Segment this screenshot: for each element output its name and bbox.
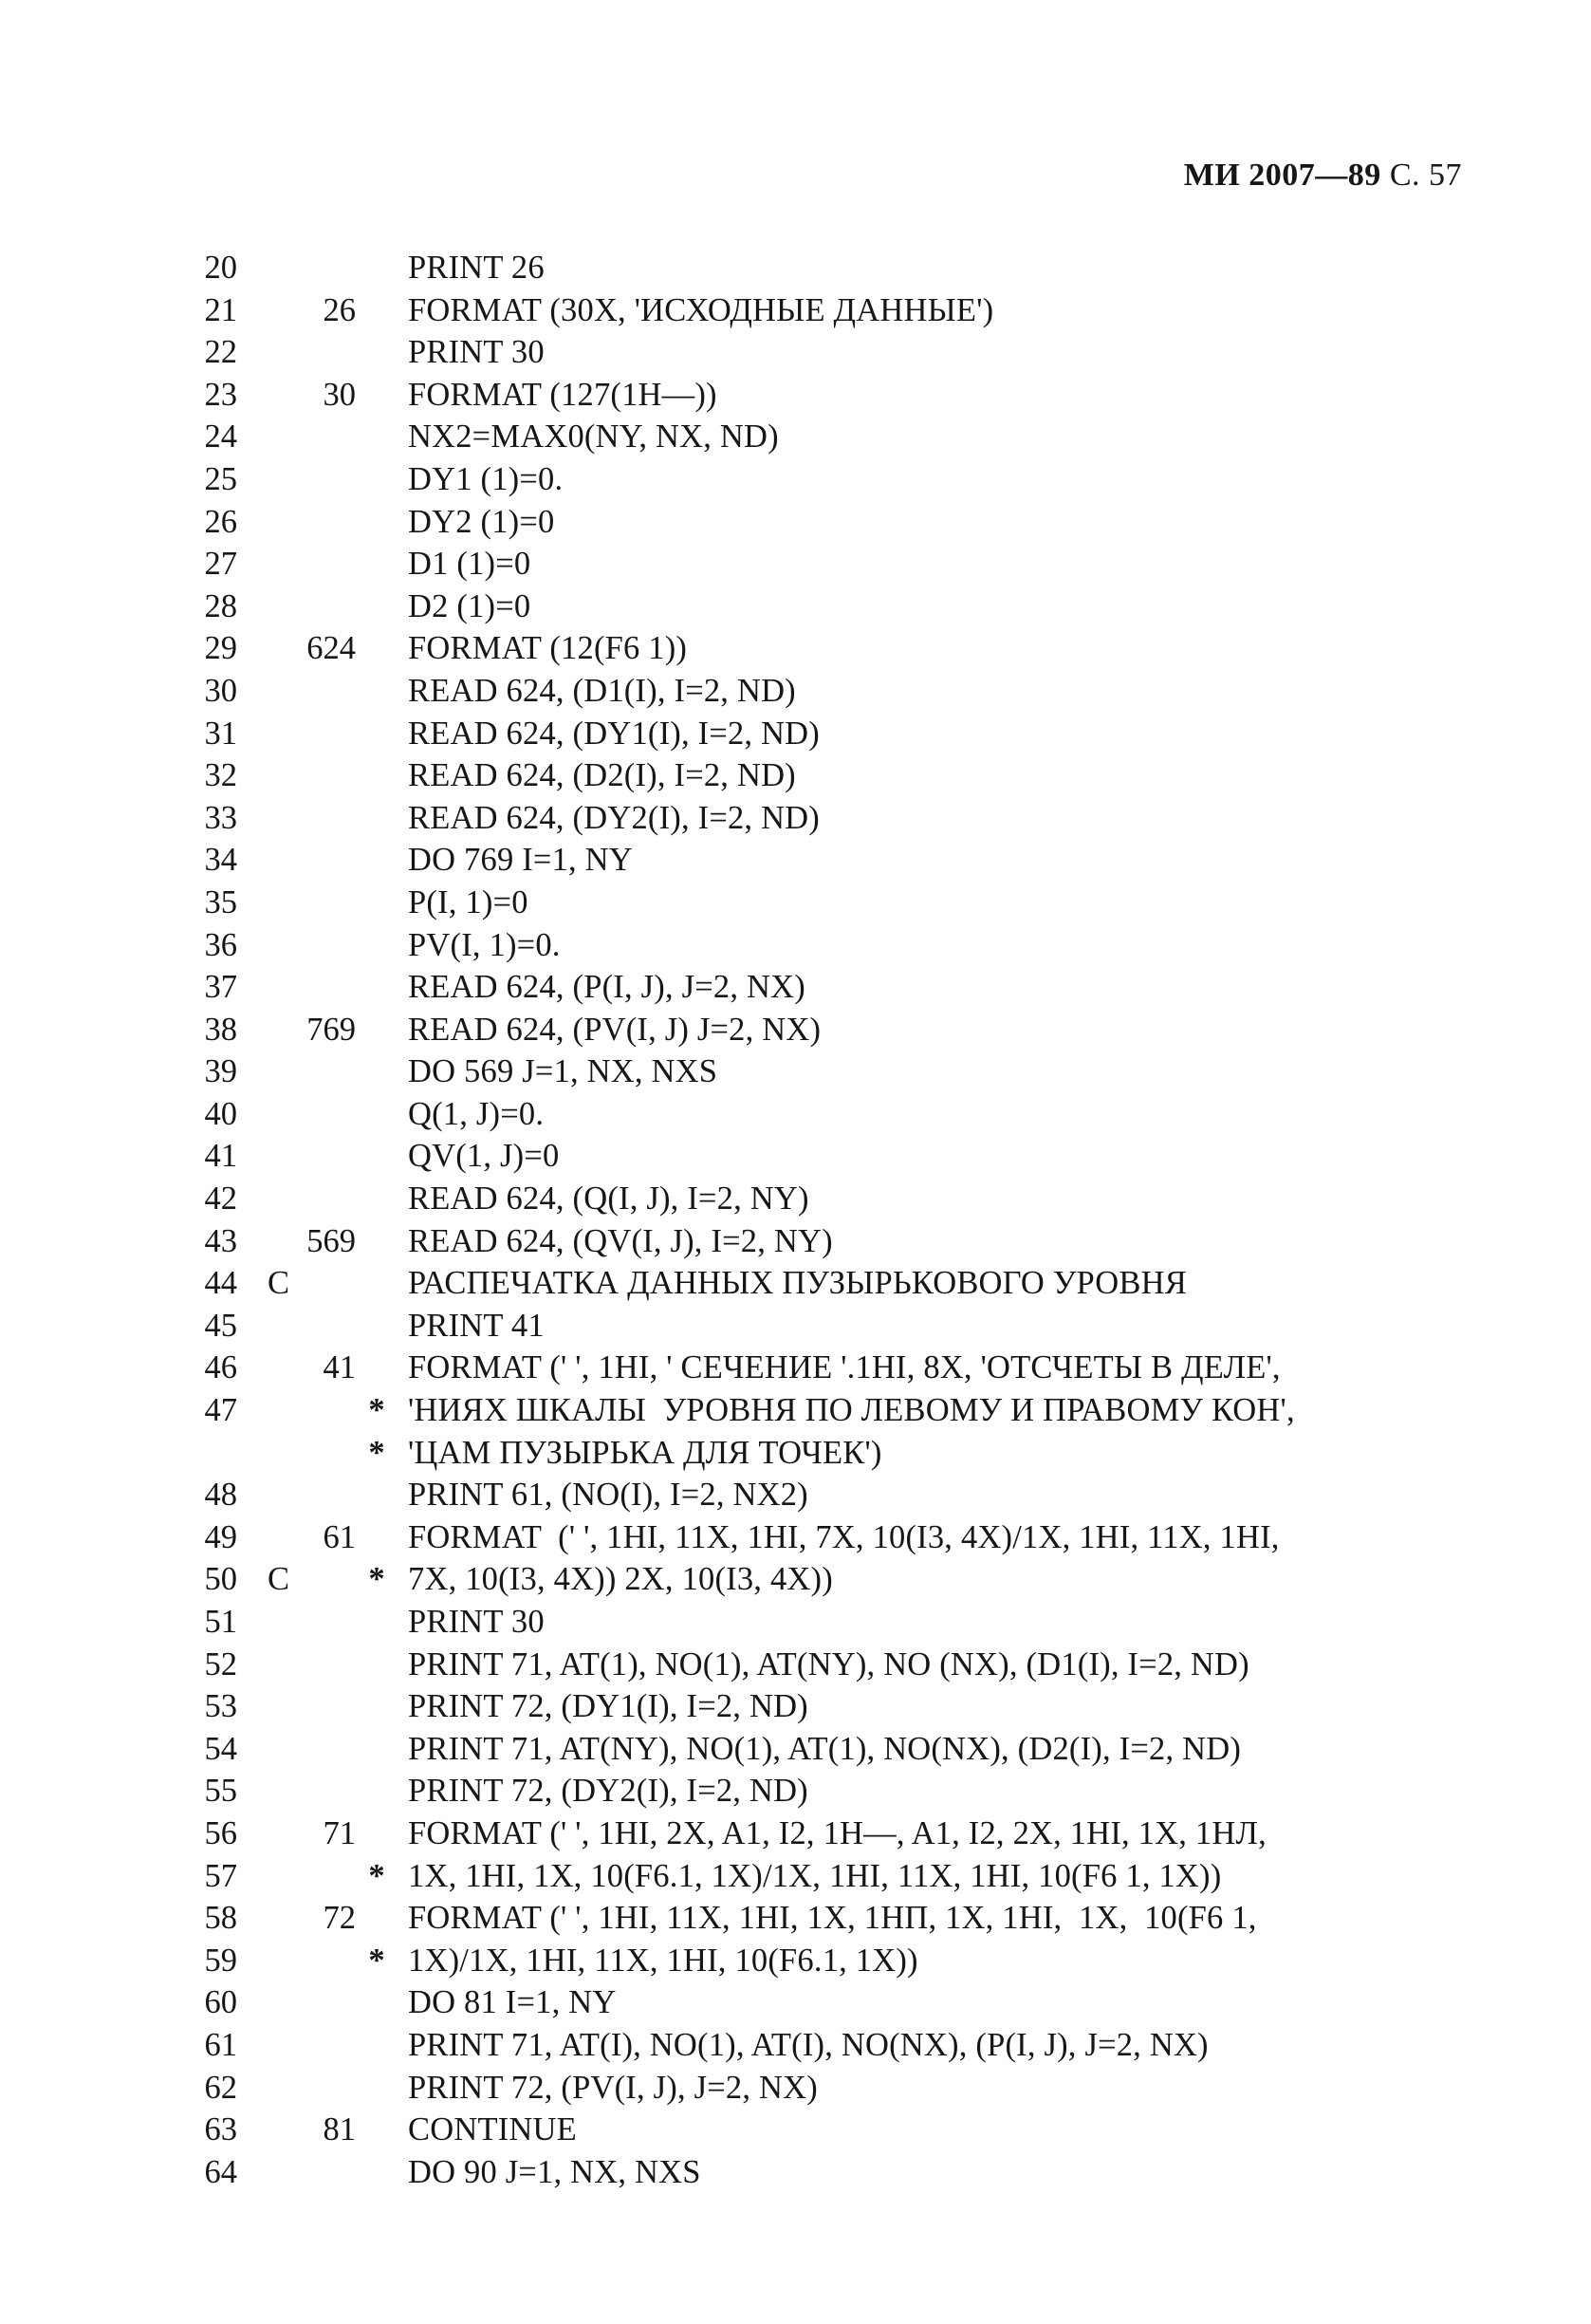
line-number: 28 [204,587,237,624]
code-line [180,2151,1508,2194]
code-line [180,1474,1508,1516]
code-line [180,1093,1508,1136]
code-line [180,1940,1508,1982]
statement-text: 'ЦАМ ПУЗЫРЬКА ДЛЯ ТОЧЕК') [408,1434,882,1471]
line-number: 61 [204,2026,237,2063]
code-line [180,713,1508,755]
statement-label: 569 [306,1222,356,1259]
statement-text: PRINT 30 [408,334,545,371]
continuation-marker: * [368,1942,385,1979]
code-line [180,1009,1508,1051]
statement-text: PRINT 71, AT(NY), NO(1), AT(1), NO(NX), (D2(I), I=2, ND) [408,1730,1242,1767]
comment-marker: C [268,1561,290,1598]
line-number: 24 [204,418,237,456]
line-number: 32 [204,757,237,794]
statement-text: PRINT 71, AT(1), NO(1), AT(NY), NO (NX), (D1(I), I=2, ND) [408,1645,1249,1683]
code-line [180,1770,1508,1813]
statement-text: READ 624, (DY1(I), I=2, ND) [408,715,820,752]
line-number: 45 [204,1307,237,1344]
statement-text: D1 (1)=0 [408,546,531,583]
statement-text: READ 624, (D2(I), I=2, ND) [408,757,796,794]
line-number: 64 [204,2153,237,2190]
line-number: 62 [204,2069,237,2106]
code-line [180,924,1508,967]
page-header [1184,158,1462,194]
statement-text: P(I, 1)=0 [408,883,528,920]
statement-text: FORMAT (' ', 1HI, 11X, 1HI, 7X, 10(I3, 4X)/1X, 1HI, 11X, 1HI, [408,1518,1280,1555]
line-number: 52 [204,1645,237,1683]
statement-text: DY2 (1)=0 [408,503,555,540]
code-line [180,2109,1508,2151]
line-number: 56 [204,1814,237,1851]
statement-text: Q(1, J)=0. [408,1095,545,1132]
comment-marker: C [268,1265,290,1302]
statement-text: 1X, 1HI, 1X, 10(F6.1, 1X)/1X, 1HI, 11X, 1HI, 10(F6 1, 1X)) [408,1857,1222,1894]
line-number: 47 [204,1392,237,1429]
line-number: 29 [204,630,237,667]
line-number: 38 [204,1011,237,1048]
statement-text: PRINT 72, (PV(I, J), J=2, NX) [408,2069,818,2106]
line-number: 57 [204,1857,237,1894]
statement-text: FORMAT (12(F6 1)) [408,630,688,667]
continuation-marker: * [368,1857,385,1894]
code-line [180,416,1508,458]
statement-text: PRINT 30 [408,1604,545,1640]
line-number: 23 [204,376,237,413]
line-number: 25 [204,460,237,497]
statement-text: CONTINUE [408,2111,577,2148]
code-line [180,1262,1508,1305]
code-line [180,1432,1508,1475]
code-line [180,1644,1508,1686]
statement-text: PRINT 41 [408,1307,545,1344]
code-line [180,2024,1508,2067]
continuation-marker: * [368,1392,385,1429]
statement-text: READ 624, (Q(I, J), I=2, NY) [408,1181,809,1218]
line-number: 27 [204,546,237,583]
statement-text: PRINT 61, (NO(I), I=2, NX2) [408,1477,808,1514]
line-number: 33 [204,799,237,836]
line-number: 48 [204,1477,237,1514]
code-line [180,1389,1508,1432]
line-number: 44 [204,1265,237,1302]
statement-text: DO 81 I=1, NY [408,1984,617,2021]
statement-text: PRINT 71, AT(I), NO(1), AT(I), NO(NX), (P(I, J), J=2, NX) [408,2026,1209,2063]
statement-text: FORMAT (30X, 'ИСХОДНЫЕ ДАННЫЕ') [408,291,994,328]
statement-label: 81 [323,2111,356,2148]
statement-text: DO 569 J=1, NX, NXS [408,1053,718,1090]
code-line [180,543,1508,586]
code-line [180,1135,1508,1178]
code-line [180,586,1508,628]
code-line [180,627,1508,670]
line-number: 59 [204,1942,237,1979]
statement-text: PRINT 72, (DY1(I), I=2, ND) [408,1688,808,1725]
code-listing [180,247,1508,2193]
line-number: 58 [204,1900,237,1937]
code-line [180,1558,1508,1601]
code-line [180,797,1508,840]
code-line [180,331,1508,374]
code-line [180,289,1508,332]
line-number: 51 [204,1604,237,1640]
code-line [180,374,1508,417]
line-number: 63 [204,2111,237,2148]
code-line [180,247,1508,289]
line-number: 37 [204,969,237,1006]
statement-text: D2 (1)=0 [408,587,531,624]
statement-label: 30 [323,376,356,413]
line-number: 53 [204,1688,237,1725]
statement-text: DO 90 J=1, NX, NXS [408,2153,701,2190]
statement-text: PRINT 26 [408,250,545,286]
line-number: 34 [204,842,237,879]
line-number: 21 [204,291,237,328]
code-line [180,458,1508,501]
code-line [180,1685,1508,1728]
code-line [180,1305,1508,1348]
line-number: 54 [204,1730,237,1767]
code-line [180,501,1508,544]
continuation-marker: * [368,1561,385,1598]
code-line [180,754,1508,797]
code-line [180,1601,1508,1644]
line-number: 35 [204,883,237,920]
statement-label: 624 [306,630,356,667]
line-number: 31 [204,715,237,752]
code-line [180,1516,1508,1559]
statement-text: FORMAT (' ', 1HI, 11X, 1HI, 1X, 1НП, 1X, 1HI, 1X, 10(F6 1, [408,1900,1257,1937]
statement-label: 26 [323,291,356,328]
code-line [180,2067,1508,2110]
statement-text: DO 769 I=1, NY [408,842,633,879]
statement-text: NX2=MAX0(NY, NX, ND) [408,418,779,456]
code-line [180,1050,1508,1093]
code-line [180,1220,1508,1263]
line-number: 55 [204,1773,237,1810]
statement-text: PV(I, 1)=0. [408,926,561,963]
statement-label: 61 [323,1518,356,1555]
code-line [180,1813,1508,1855]
line-number: 20 [204,250,237,286]
statement-text: FORMAT (' ', 1HI, 2X, A1, I2, 1H—, A1, I2, 2X, 1HI, 1X, 1НЛ, [408,1814,1267,1851]
line-number: 41 [204,1138,237,1175]
statement-text: READ 624, (QV(I, J), I=2, NY) [408,1222,833,1259]
code-line [180,1855,1508,1898]
line-number: 43 [204,1222,237,1259]
statement-text: READ 624, (D1(I), I=2, ND) [408,672,796,709]
statement-text: 'НИЯХ ШКАЛЫ УРОВНЯ ПО ЛЕВОМУ И ПРАВОМУ КОН', [408,1392,1295,1429]
line-number: 22 [204,334,237,371]
code-line [180,1897,1508,1940]
statement-label: 72 [323,1900,356,1937]
statement-text: 1X)/1X, 1HI, 11X, 1HI, 10(F6.1, 1X)) [408,1942,918,1979]
statement-text: 7X, 10(I3, 4X)) 2X, 10(I3, 4X)) [408,1561,833,1598]
statement-label: 769 [306,1011,356,1048]
line-number: 26 [204,503,237,540]
code-line [180,1347,1508,1389]
line-number: 50 [204,1561,237,1598]
statement-label: 71 [323,1814,356,1851]
line-number: 60 [204,1984,237,2021]
line-number: 30 [204,672,237,709]
continuation-marker: * [368,1434,385,1471]
line-number: 36 [204,926,237,963]
statement-label: 41 [323,1349,356,1386]
code-line [180,1981,1508,2024]
code-line [180,966,1508,1009]
page-number: С. 57 [1389,158,1462,193]
statement-text: FORMAT (127(1H—)) [408,376,717,413]
line-number: 40 [204,1095,237,1132]
statement-text: READ 624, (DY2(I), I=2, ND) [408,799,820,836]
statement-text: DY1 (1)=0. [408,460,564,497]
statement-text: QV(1, J)=0 [408,1138,560,1175]
code-line [180,882,1508,924]
code-line [180,670,1508,713]
statement-text: READ 624, (PV(I, J) J=2, NX) [408,1011,822,1048]
code-line [180,839,1508,882]
document-id: МИ 2007—89 [1183,158,1381,193]
line-number: 42 [204,1181,237,1218]
statement-text: PRINT 72, (DY2(I), I=2, ND) [408,1773,808,1810]
statement-text: РАСПЕЧАТКА ДАННЫХ ПУЗЫРЬКОВОГО УРОВНЯ [408,1265,1187,1302]
code-line [180,1728,1508,1771]
line-number: 49 [204,1518,237,1555]
statement-text: READ 624, (P(I, J), J=2, NX) [408,969,805,1006]
statement-text: FORMAT (' ', 1HI, ' СЕЧЕНИЕ '.1HI, 8X, 'ОТСЧЕТЫ В ДЕЛЕ', [408,1349,1281,1386]
line-number: 46 [204,1349,237,1386]
code-line [180,1178,1508,1220]
line-number: 39 [204,1053,237,1090]
